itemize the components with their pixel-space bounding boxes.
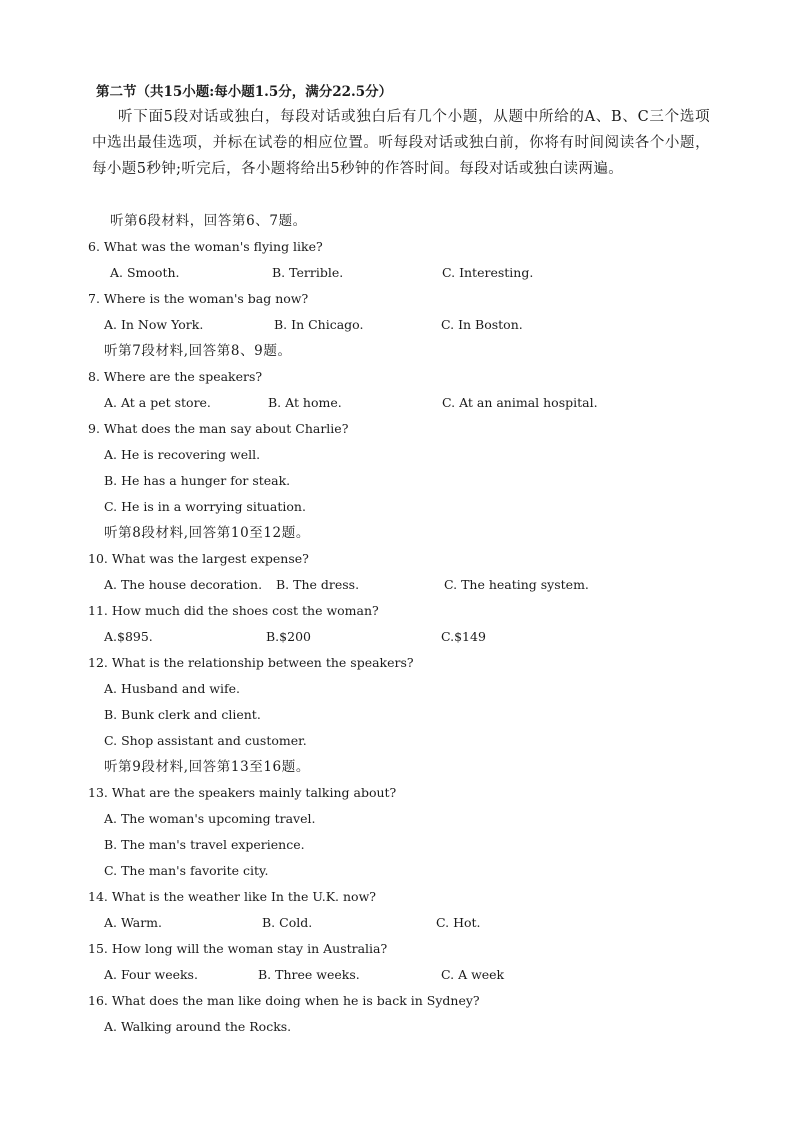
question-9-option-b: B. He has a hunger for steak.: [104, 473, 291, 488]
question-16-option-a: A. Walking around the Rocks.: [104, 1019, 292, 1034]
material-7-instruction: 听第7段材料,回答第8、9题。: [104, 343, 292, 359]
section-instructions: 听下面5段对话或独白，每段对话或独白后有几个小题，从题中所给的A、B、C三个选项中选出最佳选项，并标在试卷的相应位置。听每段对话或独白前，你将有时间阅读各个小题，每小题5秒钟;听完后，各小题将给出5秒钟的作答时间。每段对话或独白读两遍。: [92, 109, 710, 177]
question-8-option-b: B. At home.: [268, 395, 342, 410]
question-11-stem: 11. How much did the shoes cost the woman?: [88, 603, 379, 618]
question-12-option-b: B. Bunk clerk and client.: [104, 707, 261, 722]
question-10-option-a: A. The house decoration.: [104, 577, 263, 592]
question-11-option-b: B.$200: [266, 629, 311, 644]
question-7-stem: 7. Where is the woman's bag now?: [88, 291, 309, 306]
question-15-option-a: A. Four weeks.: [104, 967, 198, 982]
question-9-option-c: C. He is in a worrying situation.: [104, 499, 306, 514]
question-7-option-a: A. In Now York.: [104, 317, 204, 332]
question-11-option-a: A.$895.: [104, 629, 153, 644]
question-13-stem: 13. What are the speakers mainly talking about?: [88, 785, 397, 800]
question-15-option-b: B. Three weeks.: [258, 967, 360, 982]
material-6-instruction: 听第6段材料，回答第6、7题。: [110, 213, 307, 229]
question-6-option-c: C. Interesting.: [442, 265, 534, 280]
section-heading: 第二节（共15小题:每小题1.5分，满分22.5分）: [96, 84, 393, 100]
question-16-stem: 16. What does the man like doing when he is back in Sydney?: [88, 993, 480, 1008]
question-6-option-b: B. Terrible.: [272, 265, 344, 280]
question-13-option-a: A. The woman's upcoming travel.: [104, 811, 316, 826]
question-13-option-c: C. The man's favorite city.: [104, 863, 269, 878]
question-14-option-b: B. Cold.: [262, 915, 313, 930]
material-9-instruction: 听第9段材料,回答第13至16题。: [104, 759, 310, 775]
question-10-option-c: C. The heating system.: [444, 577, 589, 592]
question-8-option-a: A. At a pet store.: [104, 395, 211, 410]
material-8-instruction: 听第8段材料,回答第10至12题。: [104, 525, 310, 541]
question-14-stem: 14. What is the weather like In the U.K. now?: [88, 889, 376, 904]
question-6-stem: 6. What was the woman's flying like?: [88, 239, 323, 254]
question-10-option-b: B. The dress.: [276, 577, 360, 592]
question-8-option-c: C. At an animal hospital.: [442, 395, 598, 410]
question-12-stem: 12. What is the relationship between the speakers?: [88, 655, 414, 670]
question-12-option-c: C. Shop assistant and customer.: [104, 733, 307, 748]
question-8-stem: 8. Where are the speakers?: [88, 369, 263, 384]
question-14-option-c: C. Hot.: [436, 915, 481, 930]
question-12-option-a: A. Husband and wife.: [104, 681, 240, 696]
question-6-option-a: A. Smooth.: [110, 265, 180, 280]
question-7-option-b: B. In Chicago.: [274, 317, 364, 332]
question-15-option-c: C. A week: [441, 967, 505, 982]
question-13-option-b: B. The man's travel experience.: [104, 837, 305, 852]
question-9-option-a: A. He is recovering well.: [104, 447, 261, 462]
question-7-option-c: C. In Boston.: [441, 317, 523, 332]
question-14-option-a: A. Warm.: [104, 915, 162, 930]
question-10-stem: 10. What was the largest expense?: [88, 551, 309, 566]
question-15-stem: 15. How long will the woman stay in Australia?: [88, 941, 388, 956]
question-9-stem: 9. What does the man say about Charlie?: [88, 421, 349, 436]
question-11-option-c: C.$149: [441, 629, 486, 644]
